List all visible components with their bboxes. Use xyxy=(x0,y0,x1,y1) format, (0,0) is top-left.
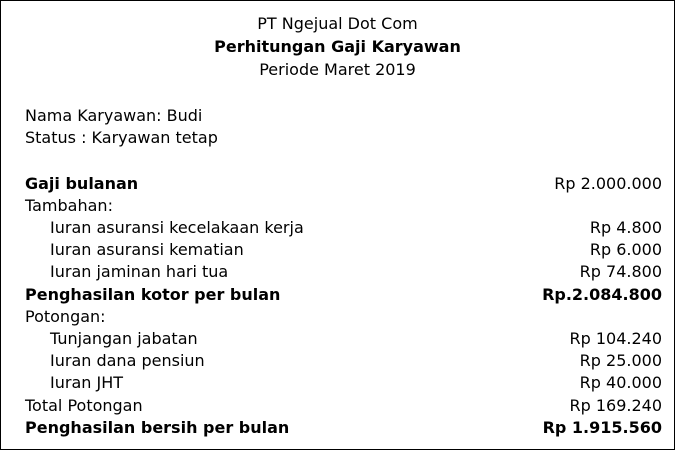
addition-item-label: Iuran asuransi kecelakaan kerja xyxy=(50,218,304,237)
net-income-label: Penghasilan bersih per bulan xyxy=(25,418,290,437)
deduction-item-label: Tunjangan jabatan xyxy=(50,329,198,348)
deduction-item-label: Iuran JHT xyxy=(50,373,123,392)
deduction-item-amount: Rp 40.000 xyxy=(579,373,662,392)
addition-item-amount: Rp 74.800 xyxy=(579,262,662,281)
addition-item-amount: Rp 6.000 xyxy=(589,240,662,259)
total-deductions-label: Total Potongan xyxy=(25,396,143,415)
addition-item-amount: Rp 4.800 xyxy=(589,218,662,237)
company-name: PT Ngejual Dot Com xyxy=(257,14,418,33)
monthly-salary-label: Gaji bulanan xyxy=(25,174,139,193)
gross-income-amount: Rp.2.084.800 xyxy=(542,285,662,304)
additions-label: Tambahan: xyxy=(25,196,113,215)
monthly-salary-amount: Rp 2.000.000 xyxy=(554,174,662,193)
gross-income-label: Penghasilan kotor per bulan xyxy=(25,285,281,304)
employee-status: Status : Karyawan tetap xyxy=(25,128,218,147)
document-title: Perhitungan Gaji Karyawan xyxy=(214,37,461,56)
addition-item-label: Iuran jaminan hari tua xyxy=(50,262,229,281)
deduction-item-amount: Rp 25.000 xyxy=(579,351,662,370)
deduction-item-label: Iuran dana pensiun xyxy=(50,351,205,370)
total-deductions-amount: Rp 169.240 xyxy=(569,396,662,415)
deduction-item-amount: Rp 104.240 xyxy=(569,329,662,348)
net-income-amount: Rp 1.915.560 xyxy=(542,418,662,437)
deductions-label: Potongan: xyxy=(25,307,106,326)
employee-name: Nama Karyawan: Budi xyxy=(25,106,203,125)
addition-item-label: Iuran asuransi kematian xyxy=(50,240,244,259)
period-label: Periode Maret 2019 xyxy=(259,60,416,79)
